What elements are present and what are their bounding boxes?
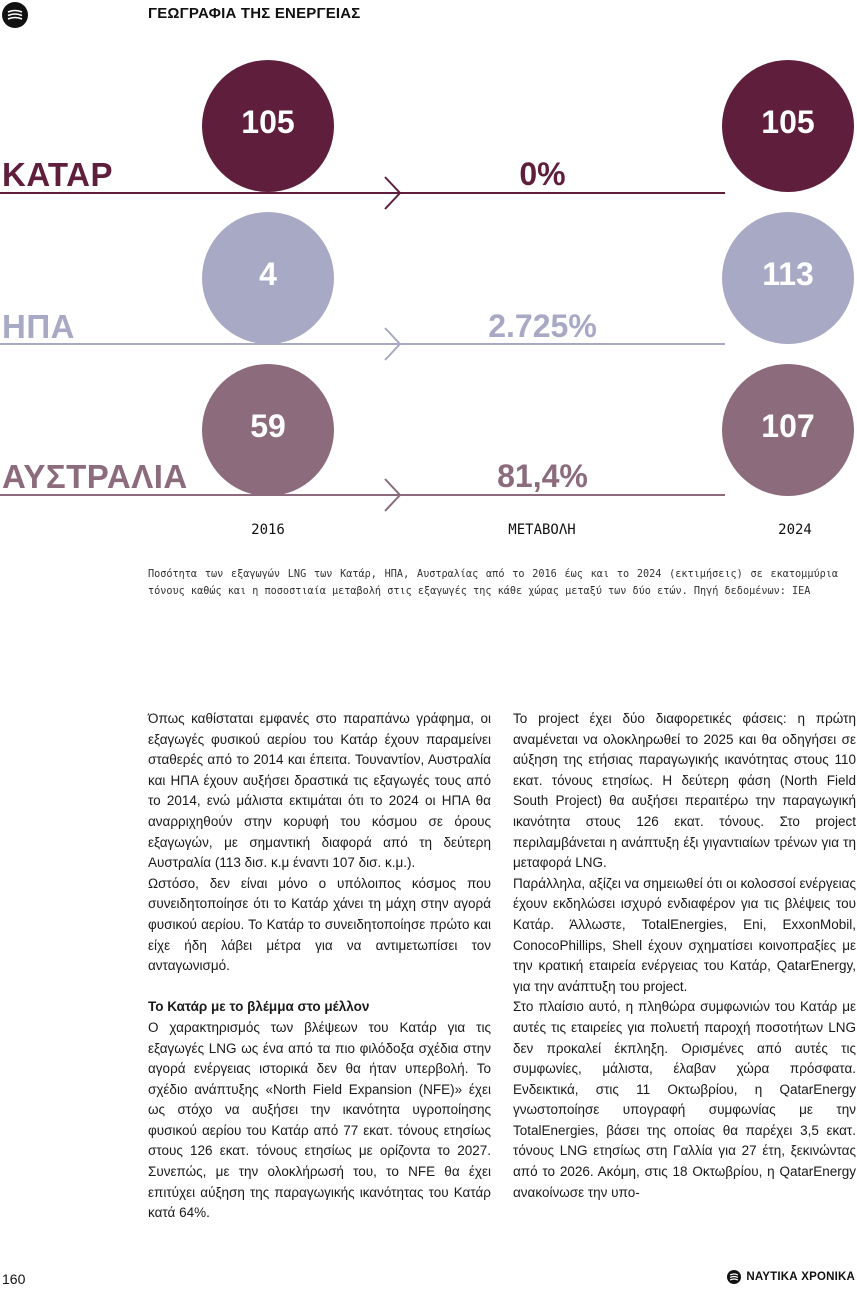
value-2024-qatar xyxy=(722,60,854,192)
country-label-qatar: ΚΑΤΑΡ xyxy=(2,156,113,193)
lng-exports-infographic xyxy=(0,60,857,560)
change-australia: 81,4% xyxy=(497,458,588,494)
article-paragraph: Παράλληλα, αξίζει να σημειωθεί ότι οι κολοσσοί ενέργειας έχουν εκδηλώσει ισχυρό ενδιαφέρον για τις βλέψεις του Κατάρ. Άλλωστε, TotalEnergies, Eni, ExxonMobil, ConocoPhillips, Shell έχουν σχηματίσει κοινοπραξίες με την κρατική εταιρεία ενέργειας του Κατάρ, QatarEnergy, για την ανάπτυξη του project. xyxy=(513,875,856,994)
change-usa: 2.725% xyxy=(488,308,597,344)
article-paragraph: Στο πλαίσιο αυτό, η πληθώρα συμφωνιών του Κατάρ με αυτές τις εταιρείες για πολυετή παροχή ποσοτήτων LNG δεν προκαλεί έκπληξη. Ορισμένες από αυτές τις συμφωνίες, μάλιστα, έλαβαν χώρα πρόσφατα. Ενδεικτικά, στις 11 Οκτωβρίου, η QatarEnergy γνωστοποίησε υπογραφή συμφωνίας με την TotalEnergies, βάσει της οποίας θα παρέχει 3,5 εκατ. τόνους LNG ετησίως στη Γαλλία για 27 έτη, ξεκινώντας από το 2026. Ακόμη, στις 18 Οκτωβρίου, η QatarEnergy ανακοίνωσε την υπο- xyxy=(513,999,856,1200)
change-qatar: 0% xyxy=(519,156,566,192)
value-2016-qatar-text: 105 xyxy=(241,103,295,140)
article-paragraph: Το project έχει δύο διαφορετικές φάσεις: η πρώτη αναμένεται να ολοκληρωθεί το 2025 και θα οδηγήσει σε αύξηση της ετήσιας παραγωγικής ικανότητας στους 110 εκατ. τόνους ετησίως. Η δεύτερη φάση (North Field South Project) θα αυξήσει περαιτέρω την παραγωγική ικανότητα στους 126 εκατ. τόνους. Στο project περιλαμβάνεται η ανάπτυξη έξι γιγαντιαίων τρένων για τη μεταφορά LNG. xyxy=(513,711,856,871)
value-2024-usa xyxy=(722,212,854,344)
axis-label-change: ΜΕΤΑΒΟΛΗ xyxy=(508,522,576,538)
page-number: 160 xyxy=(2,1271,26,1287)
value-2016-usa xyxy=(202,212,334,344)
country-label-australia: ΑΥΣΤΡΑΛΙΑ xyxy=(2,458,188,495)
value-2016-qatar xyxy=(202,60,334,192)
chart-caption: Ποσότητα των εξαγωγών LNG των Κατάρ, ΗΠΑ, Αυστραλίας από το 2016 έως και το 2024 (εκτιμήσεις) σε εκατομμύρια τόνους καθώς και η ποσοστιαία μεταβολή στις εξαγωγές της κάθε χώρας μεταξύ των δύο ετών. Πηγή δεδομένων: IEA xyxy=(148,569,838,597)
article-paragraph: Όπως καθίσταται εμφανές στο παραπάνω γράφημα, οι εξαγωγές φυσικού αερίου του Κατάρ έχουν παραμείνει σταθερές από το 2014 και έπειτα. Τουναντίον, Αυστραλία και ΗΠΑ έχουν αυξήσει δραστικά τις εξαγωγές τους από το 2014, ενώ μάλιστα εκτιμάται ότι το 2024 οι ΗΠΑ θα αναρριχηθούν στην κορυφή του κόσμου σε όρους εξαγωγών, με σημαντική διαφορά από τη δεύτερη Αυστραλία (113 δισ. κ.μ έναντι 107 δισ. κ.μ.). xyxy=(148,711,491,871)
value-2016-australia-text: 59 xyxy=(250,407,286,444)
country-label-usa: ΗΠΑ xyxy=(2,308,75,345)
brand-name: ΝΑΥΤΙΚΑ ΧΡΟΝΙΚΑ xyxy=(746,1271,855,1283)
article-paragraph: Ο χαρακτηρισμός των βλέψεων του Κατάρ για τις εξαγωγές LNG ως ένα από τα πιο φιλόδοξα σχέδια στην αγορά ενέργειας ιστορικά δεν θα ήταν υπερβολή. Το σχέδιο ανάπτυξης «North Field Expansion (NFE)» έχει ως στόχο να αυξήσει την ικανότητα υγροποίησης φυσικού αερίου του Κατάρ από 77 εκατ. τόνους ετησίως στους 126 εκατ. τόνους ετησίως με ορίζοντα το 2027. Συνεπώς, με την ολοκλήρωσή του, το NFE θα έχει επιτύχει αύξηση της παραγωγικής ικανότητας του Κατάρ κατά 64%. xyxy=(148,1019,491,1221)
arrow-right-icon xyxy=(384,478,402,512)
value-2016-usa-text: 4 xyxy=(259,255,277,292)
article-column-right xyxy=(513,709,856,1203)
value-2016-australia xyxy=(202,364,334,496)
section-title: ΓΕΩΓΡΑΦΙΑ ΤΗΣ ΕΝΕΡΓΕΙΑΣ xyxy=(148,5,361,22)
axis-label-2016: 2016 xyxy=(251,522,285,538)
value-2024-australia xyxy=(722,364,854,496)
publication-logo-icon xyxy=(2,2,28,28)
value-2024-qatar-text: 105 xyxy=(761,103,815,140)
brand-logo-icon xyxy=(727,1270,741,1284)
footer-brand xyxy=(727,1270,855,1284)
value-2024-australia-text: 107 xyxy=(761,407,815,444)
article-subheading: Το Κατάρ με το βλέμμα στο μέλλον xyxy=(148,999,370,1015)
arrow-right-icon xyxy=(384,327,402,361)
arrow-right-icon xyxy=(384,176,402,210)
value-2024-usa-text: 113 xyxy=(762,255,814,292)
axis-label-2024: 2024 xyxy=(778,522,812,538)
article-column-left xyxy=(148,709,491,1224)
article-paragraph: Ωστόσο, δεν είναι μόνο ο υπόλοιπος κόσμος που συνειδητοποίησε ότι το Κατάρ χάνει τη μάχη στην αγορά φυσικού αερίου. Το Κατάρ το συνειδητοποίησε πρώτο και είχε ήδη λάβει μέτρα για να αντιμετωπίσει τον ανταγωνισμό. xyxy=(148,875,491,974)
